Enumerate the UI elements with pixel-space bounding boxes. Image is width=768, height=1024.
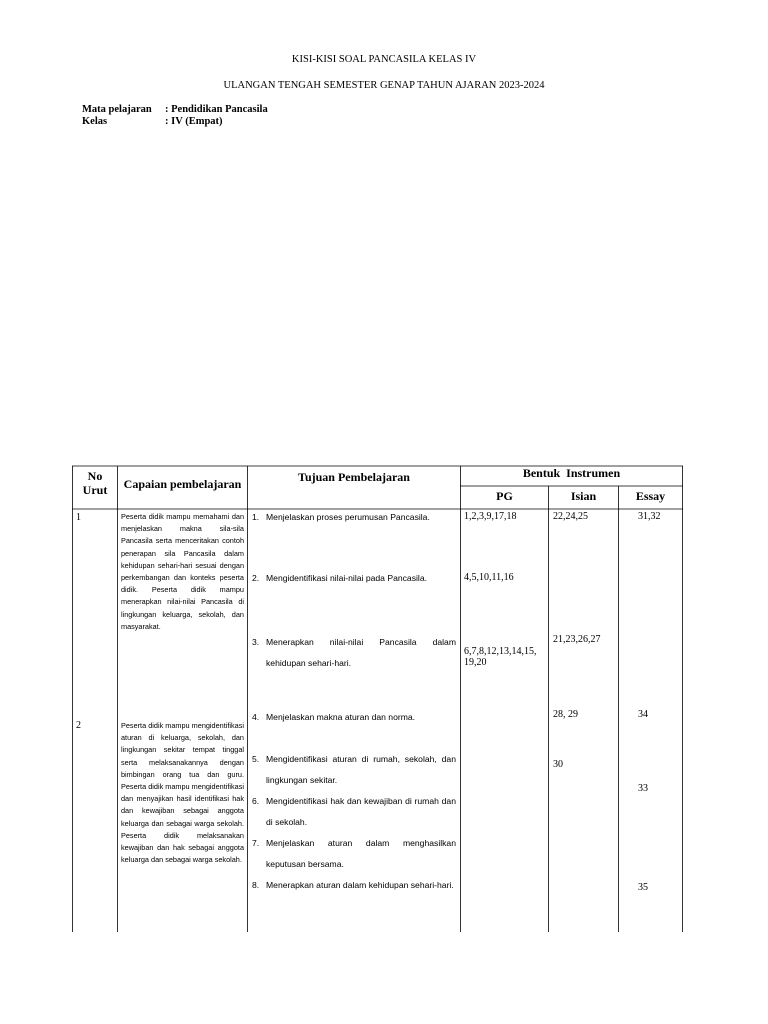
tujuan-text: Menjelaskan makna aturan dan norma. — [266, 712, 416, 722]
tujuan-text: Menerapkan aturan dalam kehidupan sehari-hari. — [266, 880, 454, 890]
tujuan-text: Mengidentifikasi hak dan kewajiban di rumah dan di sekolah. — [266, 796, 456, 827]
isian-value: 28, 29 — [553, 709, 578, 720]
essay-value: 33 — [638, 783, 648, 794]
tujuan-item — [252, 875, 456, 896]
tujuan-item — [252, 632, 456, 674]
tujuan-item — [252, 507, 456, 528]
header-no-urut: No Urut — [82, 469, 108, 497]
essay-value: 35 — [638, 882, 648, 893]
tujuan-number: 6. — [252, 796, 260, 806]
tujuan-text: Menjelaskan proses perumusan Pancasila. — [266, 512, 430, 522]
pg-value: 6,7,8,12,13,14,15, 19,20 — [464, 646, 537, 668]
header-bentuk-instrumen: Bentuk Instrumen — [522, 466, 621, 480]
isian-value: 22,24,25 — [553, 511, 588, 522]
header-pg: PG — [496, 489, 513, 503]
capaian-text: Peserta didik mampu mengidentifikasi aturan di keluarga, sekolah, dan lingkungan sekitar tempat tinggal serta melaksanakannya dengan bimbingan orang tua dan guru. Peserta didik mampu mengidentifikasi dan menyajikan hasil identifikasi hak dan kewajiban sebagai anggota keluarga dan sebagai warga sekolah. Peserta didik melaksanakan kewajiban dan hak sebagai anggota keluarga dan sebagai warga sekolah. — [121, 721, 244, 865]
document-title: KISI-KISI SOAL PANCASILA KELAS IV — [291, 54, 477, 65]
tujuan-number: 3. — [252, 637, 260, 647]
tujuan-number: 7. — [252, 838, 260, 848]
essay-value: 34 — [638, 709, 648, 720]
meta-subject-value: : Pendidikan Pancasila — [165, 104, 268, 115]
tujuan-item — [252, 791, 456, 833]
tujuan-number: 4. — [252, 712, 260, 722]
meta-class-value: : IV (Empat) — [165, 116, 223, 127]
meta-subject-label: Mata pelajaran — [82, 104, 152, 115]
tujuan-text: Mengidentifikasi nilai-nilai pada Pancasila. — [266, 573, 427, 583]
header-capaian: Capaian pembelajaran — [123, 477, 242, 491]
table-row-no: 1 — [76, 512, 81, 523]
tujuan-item — [252, 833, 456, 875]
pg-value: 1,2,3,9,17,18 — [464, 511, 517, 522]
header-tujuan: Tujuan Pembelajaran — [298, 470, 410, 484]
tujuan-text: Menjelaskan aturan dalam menghasilkan keputusan bersama. — [266, 838, 456, 869]
tujuan-text: Mengidentifikasi aturan di rumah, sekolah, dan lingkungan sekitar. — [266, 754, 456, 785]
tujuan-number: 1. — [252, 512, 260, 522]
document-subtitle: ULANGAN TENGAH SEMESTER GENAP TAHUN AJARAN 2023-2024 — [223, 80, 545, 91]
table-row-no: 2 — [76, 720, 81, 731]
tujuan-item — [252, 707, 456, 728]
isian-value: 30 — [553, 759, 563, 770]
tujuan-text: Menerapkan nilai-nilai Pancasila dalam kehidupan sehari-hari. — [266, 637, 456, 668]
pg-value: 4,5,10,11,16 — [464, 572, 514, 583]
tujuan-number: 5. — [252, 754, 260, 764]
essay-value: 31,32 — [638, 511, 661, 522]
tujuan-number: 8. — [252, 880, 260, 890]
capaian-text: Peserta didik mampu memahami dan menjelaskan makna sila-sila Pancasila serta menceritakan contoh penerapan sila Pancasila dalam kehidupan sehari-hari sesuai dengan perkembangan dan konteks peserta didik. Peserta didik mampu menerapkan nilai-nilai Pancasila di lingkungan keluarga, sekolah, dan masyarakat. — [121, 512, 244, 631]
tujuan-number: 2. — [252, 573, 260, 583]
header-essay: Essay — [635, 489, 666, 503]
header-isian: Isian — [570, 489, 597, 503]
meta-class-label: Kelas — [82, 116, 108, 127]
tujuan-item — [252, 568, 456, 589]
isian-value: 21,23,26,27 — [553, 634, 601, 645]
tujuan-item — [252, 749, 456, 791]
